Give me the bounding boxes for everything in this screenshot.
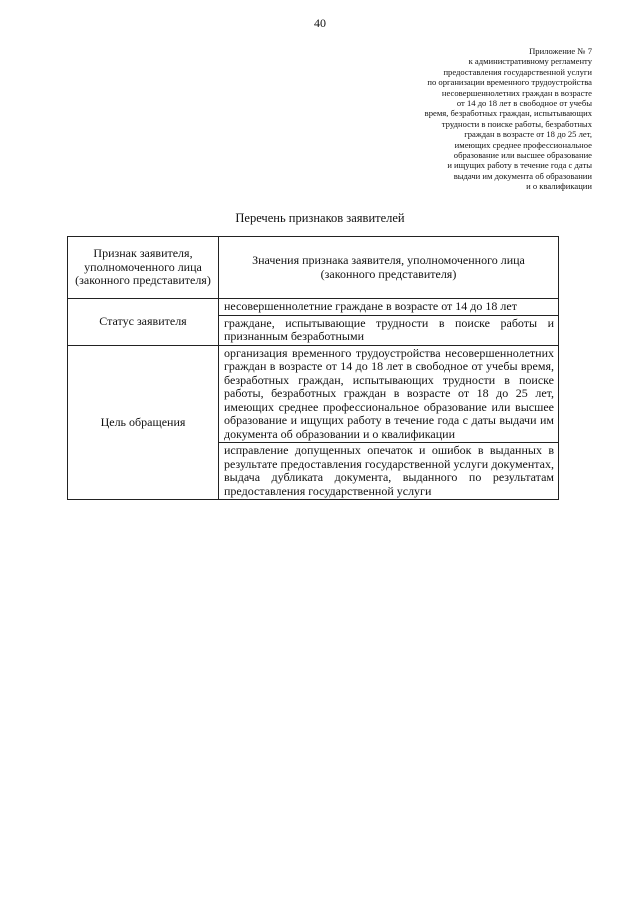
appendix-line: от 14 до 18 лет в свободное от учебы [456, 98, 592, 109]
appendix-line: и о квалификации [526, 181, 592, 192]
column-header-attribute: Признак заявителя, уполномоченного лица (законного представителя) [68, 237, 219, 299]
row-label-status: Статус заявителя [68, 299, 219, 346]
applicant-attributes-table [67, 236, 559, 500]
appendix-line: выдачи им документа об образовании [453, 170, 592, 181]
appendix-line: к административному регламенту [468, 56, 592, 67]
appendix-line: имеющих среднее профессиональное [454, 139, 592, 150]
appendix-line: и ищущих работу в течение года с даты [447, 160, 592, 171]
status-value-minors: несовершеннолетние граждане в возрасте от 14 до 18 лет [219, 299, 559, 316]
table-header-row [68, 237, 559, 299]
appendix-line: по организации временного трудоустройства [427, 77, 592, 88]
page-number: 40 [314, 16, 326, 30]
appendix-line: предоставления государственной услуги [443, 66, 592, 77]
document-title: Перечень признаков заявителей [235, 211, 405, 225]
appendix-line: несовершеннолетних граждан в возрасте [441, 87, 592, 98]
appendix-header [332, 46, 592, 192]
appendix-line: граждан в возрасте от 18 до 25 лет, [464, 129, 592, 140]
appendix-line: Приложение № 7 [529, 46, 592, 56]
row-label-purpose: Цель обращения [68, 345, 219, 500]
purpose-value-employment: организация временного трудоустройства несовершеннолетних граждан в возрасте от 14 до 18 лет в свободное от учебы время, безработных граждан, испытывающих трудности в поиске работы, безработных граждан в возрасте от 18 до 25 лет, имеющих среднее профессиональное образование или высшее образование и ищущих работу в течение года с даты выдачи им документа об образовании и о квалификации [219, 345, 559, 443]
appendix-line: время, безработных граждан, испытывающих [424, 108, 592, 119]
column-header-values: Значения признака заявителя, уполномоченного лица (законного представителя) [219, 237, 559, 299]
table-row [68, 345, 559, 443]
appendix-line: трудности в поиске работы, безработных [441, 118, 592, 129]
status-value-unemployed: граждане, испытывающие трудности в поиске работы и признанным безработными [219, 315, 559, 345]
purpose-value-correction: исправление допущенных опечаток и ошибок в выданных в результате предоставления государственной услуги документах, выдача дубликата документа, выданного по результатам предоставления государственной услуги [219, 443, 559, 500]
table-row [68, 299, 559, 316]
appendix-line: образование или высшее образование [453, 150, 592, 161]
